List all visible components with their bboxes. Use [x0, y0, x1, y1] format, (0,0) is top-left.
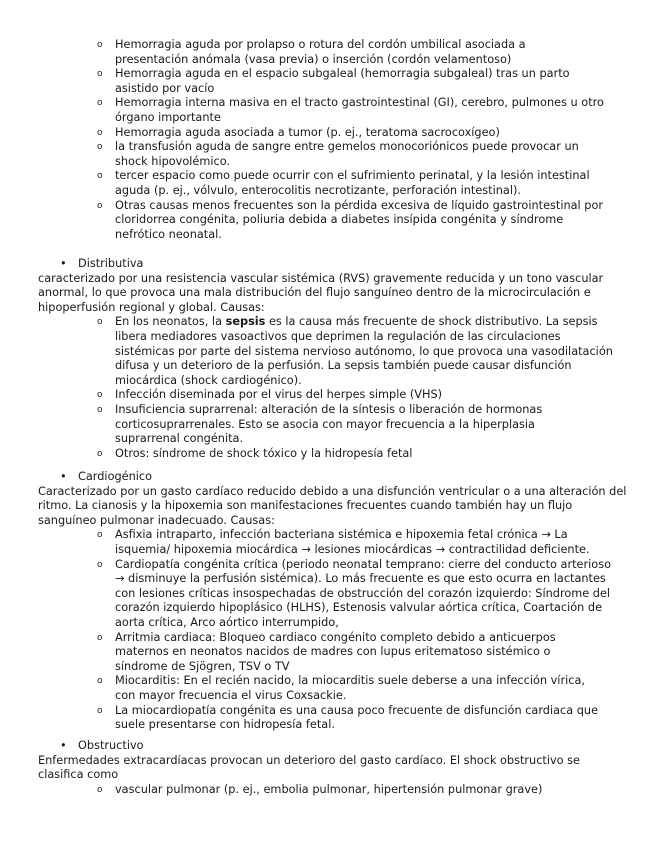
- list-item: o Otros: síndrome de shock tóxico y la hidropesía fetal: [97, 446, 413, 460]
- section-description: Enfermedades extracardíacas provocan un deterioro del gasto cardíaco. El shock obstructivo se clasifica como: [38, 753, 580, 782]
- bullet-icon: •: [60, 470, 67, 483]
- sub-bullet-icon: o: [97, 69, 103, 80]
- sub-bullet-icon: o: [97, 448, 103, 459]
- sub-bullet-icon: o: [97, 142, 103, 153]
- sub-bullet-icon: o: [97, 676, 103, 687]
- list-item: o Infección diseminada por el virus del herpes simple (VHS): [97, 388, 443, 402]
- sub-bullet-icon: o: [97, 200, 103, 211]
- bullet-icon: •: [60, 257, 67, 270]
- sub-bullet-icon: o: [97, 632, 103, 643]
- list-item: o La miocardiopatía congénita es una causa poco frecuente de disfunción cardiaca que suele presentarse con hidropesía fetal.: [97, 703, 599, 732]
- list-item: o Hemorragia aguda por prolapso o rotura del cordón umbilical asociada a presentación anómala (vasa previa) o inserción (cordón velamentoso): [97, 38, 526, 66]
- list-item: o Arritmia cardiaca: Bloqueo cardiaco congénito completo debido a anticuerpos maternos en neonatos nacidos de madres con lupus eritematoso sistémico o síndrome de Sjögren, TSV o TV: [97, 630, 556, 673]
- list-item: o tercer espacio como puede ocurrir con el sufrimiento perinatal, y la lesión intestinal aguda (p. ej., vólvulo, enterocolitis necrotizante, perforación intestinal).: [97, 169, 590, 197]
- sub-bullet-icon: o: [97, 530, 103, 541]
- sub-bullet-icon: o: [97, 127, 103, 138]
- section-cardiogenico: [0, 470, 655, 733]
- sub-bullet-icon: o: [97, 40, 103, 50]
- list-item: o la transfusión aguda de sangre entre gemelos monocoriónicos puede provocar un shock hipovolémico.: [97, 140, 579, 168]
- list-item: o Hemorragia interna masiva en el tracto gastrointestinal (GI), cerebro, pulmones u otro órgano importante: [97, 96, 604, 124]
- sub-bullet-icon: o: [97, 317, 103, 328]
- list-item: o Hemorragia aguda en el espacio subgaleal (hemorragia subgaleal) tras un parto asistido por vacío: [97, 67, 570, 95]
- section-description: Caracterizado por un gasto cardíaco reducido debido a una disfunción ventricular o a una alteración del ritmo. La cianosis y la hipoxemia son manifestaciones frecuentes cuando también hay un flujo sanguíneo pulmonar inadecuado. Causas:: [38, 484, 627, 527]
- list-item: o Cardiopatía congénita crítica (periodo neonatal temprano: cierre del conducto arterioso → disminuye la perfusión sistémica). Lo más frecuente es que esto ocurra en lactantes con lesiones críticas insospechadas de obstrucción del corazón izquierdo: Síndrome del corazón izquierdo hipoplásico (HLHS), Estenosis valvular aórtica crítica, Coartación de aorta crítica, Arco aórtico interrumpido,: [97, 557, 611, 629]
- intro-list: [0, 38, 655, 242]
- section-description: caracterizado por una resistencia vascular sistémica (RVS) gravemente reducida y un tono vascular anormal, lo que provoca una mala distribución del flujo sanguíneo dentro de la microcirculación e hipoperfusión regional y global. Causas:: [38, 271, 604, 314]
- emphasis-sepsis: sepsis: [225, 315, 266, 329]
- sub-bullet-icon: o: [97, 784, 103, 795]
- list-item: o Miocarditis: En el recién nacido, la miocarditis suele deberse a una infección vírica, con mayor frecuencia el virus Coxsackie.: [97, 674, 585, 702]
- sub-bullet-icon: o: [97, 705, 103, 716]
- section-distributiva: [0, 257, 655, 461]
- list-item: o Asfixia intraparto, infección bacteriana sistémica e hipoxemia fetal crónica → La isquemia/ hipoxemia miocárdica → lesiones miocárdicas → contractilidad deficiente.: [97, 528, 590, 556]
- sub-bullet-icon: o: [97, 559, 103, 570]
- sub-bullet-icon: o: [97, 390, 103, 401]
- sub-bullet-icon: o: [97, 171, 103, 182]
- bullet-icon: •: [60, 739, 67, 752]
- sub-bullet-icon: o: [97, 404, 103, 415]
- sub-bullet-icon: o: [97, 98, 103, 109]
- list-item: o En los neonatos, la sepsis es la causa más frecuente de shock distributivo. La sepsis libera mediadores vasoactivos que deprimen la regulación de las circulaciones sistémicas por parte del sistema nervioso autónomo, lo que provoca una vasodilatación difusa y un deterioro de la perfusión. La sepsis también puede causar disfunción miocárdica (shock cardiogénico).: [97, 315, 613, 387]
- list-item: o Otras causas menos frecuentes son la pérdida excesiva de líquido gastrointestinal por cloridorrea congénita, poliuria debida a diabetes insípida congénita y síndrome nefrótico neonatal.: [97, 198, 604, 241]
- section-heading: • Distributiva: [60, 257, 144, 270]
- list-item: o vascular pulmonar (p. ej., embolia pulmonar, hipertensión pulmonar grave): [97, 782, 543, 796]
- section-heading: • Cardiogénico: [60, 470, 153, 483]
- section-obstructivo: [0, 739, 655, 797]
- list-item: o Hemorragia aguda asociada a tumor (p. ej., teratoma sacrocoxígeo): [97, 125, 500, 139]
- section-heading: • Obstructivo: [60, 739, 144, 752]
- list-item: o Insuficiencia suprarrenal: alteración de la síntesis o liberación de hormonas corticosuprarrenales. Esto se asocia con mayor frecuencia a la hiperplasia suprarrenal congénita.: [97, 402, 543, 446]
